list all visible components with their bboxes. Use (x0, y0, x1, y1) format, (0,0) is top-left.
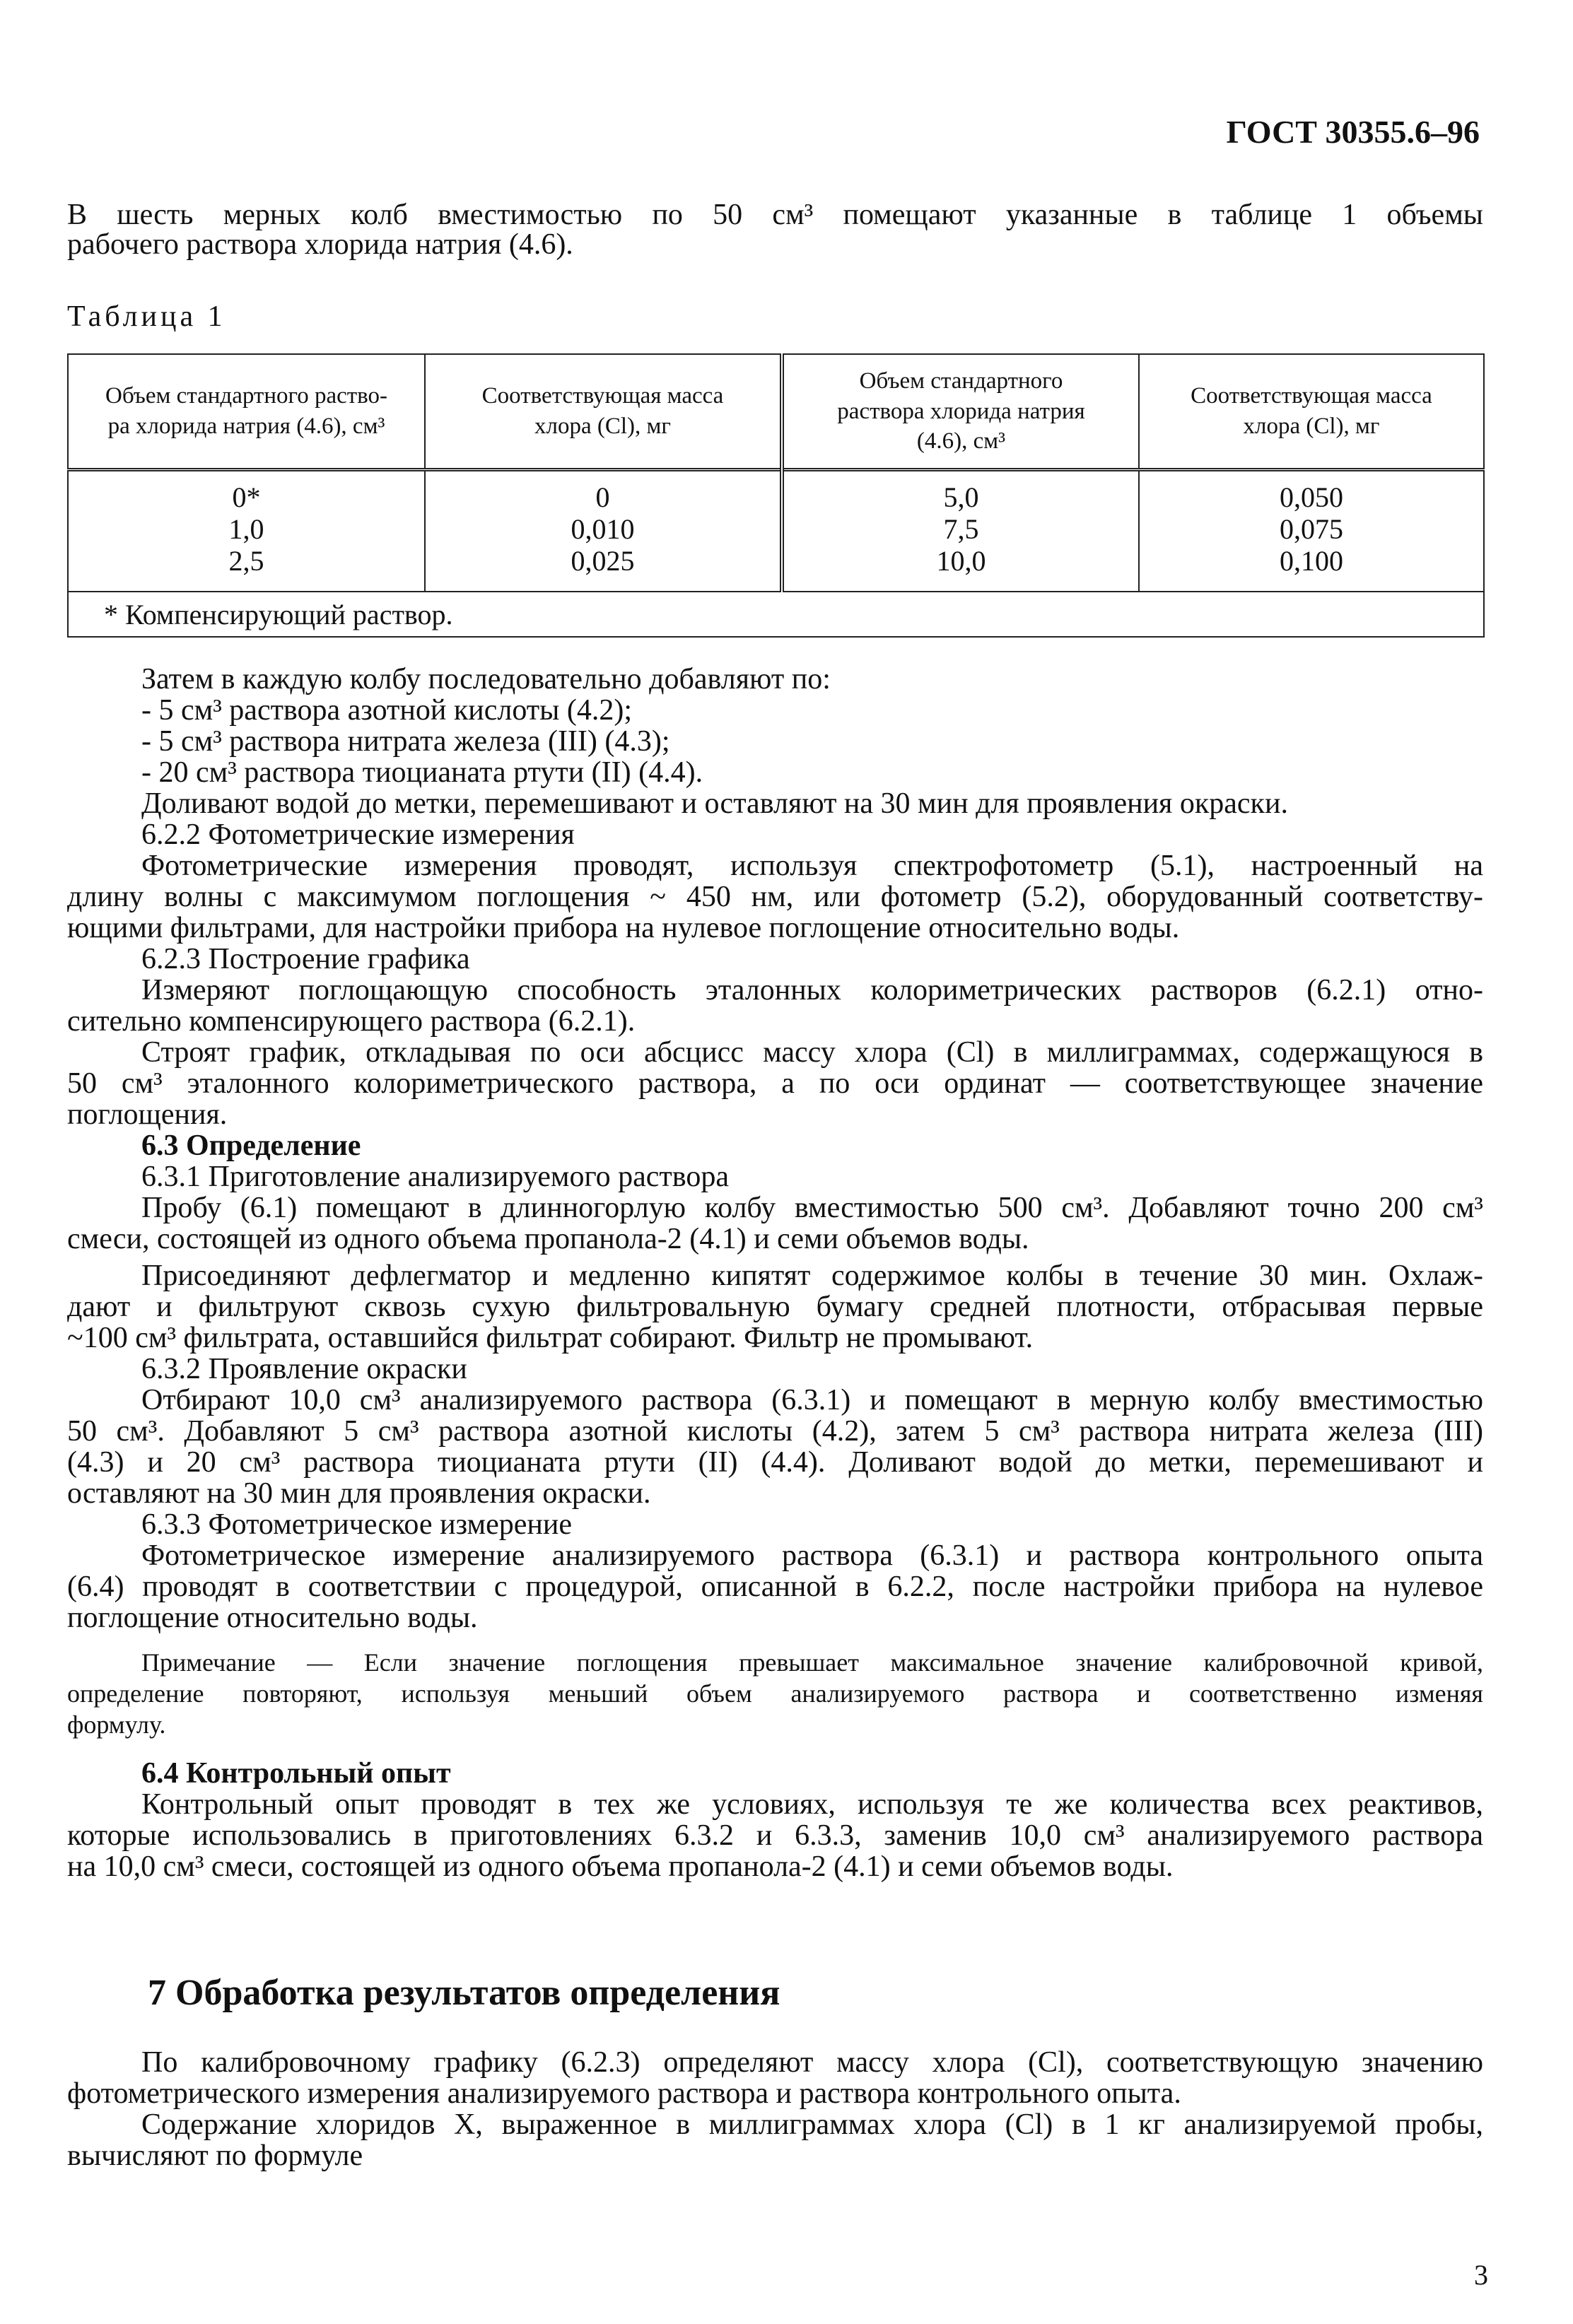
text-line: Содержание хлоридов X, выраженное в миллиграммах хлора (Cl) в 1 кг анализируемой пробы, (141, 2108, 1483, 2141)
note-line: определение повторяют, используя меньший объем анализируемого раствора и соответственно изменяя (67, 1679, 1483, 1708)
text-line: на 10,0 см³ смеси, состоящей из одного объема пропанола-2 (4.1) и семи объемов воды. (67, 1850, 1174, 1883)
intro-line: В шесть мерных колб вместимостью по 50 см³ помещают указанные в таблице 1 объемы (67, 199, 1483, 231)
text-line: которые использовались в приготовлениях 6.3.2 и 6.3.3, заменив 10,0 см³ анализируемого раствора (67, 1819, 1483, 1852)
text-line: ющими фильтрами, для настройки прибора на нулевое поглощение относительно воды. (67, 912, 1180, 944)
table-header-cell: Объем стандартного раство- ра хлорида натрия (4.6), см³ (68, 354, 425, 470)
table-footnote-row (68, 592, 1484, 637)
table-data-row (68, 470, 1484, 592)
page-number: 3 (1474, 2259, 1488, 2291)
table-cell: 0,050 0,075 0,100 (1139, 470, 1484, 592)
document-id: ГОСТ 30355.6–96 (1226, 114, 1480, 150)
subsection-heading: 6.2.2 Фотометрические измерения (141, 818, 575, 851)
text-line: (6.4) проводят в соответствии с процедурой, описанной в 6.2.2, после настройки прибора на нулевое (67, 1571, 1483, 1603)
text-line: Пробу (6.1) помещают в длинногорлую колбу вместимостью 500 см³. Добавляют точно 200 см³ (141, 1192, 1483, 1224)
text-line: 50 см³. Добавляют 5 см³ раствора азотной кислоты (4.2), затем 5 см³ раствора нитрата железа (III) (67, 1415, 1483, 1448)
table-cell: 0 0,010 0,025 (425, 470, 782, 592)
intro-line: рабочего раствора хлорида натрия (4.6). (67, 228, 573, 261)
text-line: длину волны с максимумом поглощения ~ 450 нм, или фотометр (5.2), оборудованный соответству- (67, 881, 1483, 913)
text-line: - 20 см³ раствора тиоцианата ртути (II) (4.4). (141, 756, 703, 789)
text-line: - 5 см³ раствора азотной кислоты (4.2); (141, 694, 633, 727)
text-line: Контрольный опыт проводят в тех же условиях, используя те же количества всех реактивов, (141, 1788, 1483, 1821)
text-line: Присоединяют дефлегматор и медленно кипятят содержимое колбы в течение 30 мин. Охлаж- (141, 1260, 1483, 1292)
text-line: фотометрического измерения анализируемого раствора и раствора контрольного опыта. (67, 2077, 1181, 2110)
subsection-heading: 6.3.3 Фотометрическое измерение (141, 1508, 572, 1541)
text-line: Фотометрические измерения проводят, используя спектрофотометр (5.1), настроенный на (141, 850, 1483, 882)
text-line: ~100 см³ фильтрата, оставшийся фильтрат собирают. Фильтр не промывают. (67, 1322, 1034, 1354)
text-line: поглощения. (67, 1098, 228, 1131)
text-line: (4.3) и 20 см³ раствора тиоцианата ртути (II) (4.4). Доливают водой до метки, перемешивают и (67, 1446, 1483, 1479)
text-line: поглощение относительно воды. (67, 1602, 478, 1634)
table-1 (67, 353, 1485, 638)
text-line: вычисляют по формуле (67, 2140, 363, 2172)
text-line: Измеряют поглощающую способность эталонных колориметрических растворов (6.2.1) отно- (141, 974, 1483, 1007)
text-line: дают и фильтруют сквозь сухую фильтровальную бумагу средней плотности, отбрасывая первые (67, 1291, 1483, 1323)
table-caption: Таблица 1 (67, 300, 226, 333)
text-line: Фотометрическое измерение анализируемого раствора (6.3.1) и раствора контрольного опыта (141, 1539, 1483, 1572)
text-line: Доливают водой до метки, перемешивают и оставляют на 30 мин для проявления окраски. (141, 787, 1288, 820)
text-line: 50 см³ эталонного колориметрического раствора, а по оси ординат — соответствующее значение (67, 1067, 1483, 1100)
table-header-cell: Соответствующая масса хлора (Cl), мг (1139, 354, 1484, 470)
table-footnote: * Компенсирующий раствор. (68, 592, 1484, 637)
section-heading: 6.3 Определение (141, 1129, 361, 1162)
subsection-heading: 6.2.3 Построение графика (141, 943, 470, 975)
text-line: По калибровочному графику (6.2.3) определяют массу хлора (Cl), соответствующую значению (141, 2046, 1483, 2079)
text-line: оставляют на 30 мин для проявления окраски. (67, 1477, 651, 1510)
section-7-title: 7 Обработка результатов определения (148, 1973, 780, 2013)
text-line: сительно компенсирующего раствора (6.2.1). (67, 1005, 636, 1038)
table-header-cell: Объем стандартного раствора хлорида натрия (4.6), см³ (782, 354, 1139, 470)
text-line: смеси, состоящей из одного объема пропанола-2 (4.1) и семи объемов воды. (67, 1223, 1029, 1255)
text-line: Отбирают 10,0 см³ анализируемого раствора (6.3.1) и помещают в мерную колбу вместимостью (141, 1384, 1483, 1416)
note-line: формулу. (67, 1710, 166, 1739)
table-cell: 0* 1,0 2,5 (68, 470, 425, 592)
section-heading: 6.4 Контрольный опыт (141, 1757, 451, 1790)
subsection-heading: 6.3.1 Приготовление анализируемого раствора (141, 1161, 729, 1193)
text-line: - 5 см³ раствора нитрата железа (III) (4.3); (141, 725, 670, 758)
table-header-cell: Соответствующая масса хлора (Cl), мг (425, 354, 782, 470)
table-header-row (68, 354, 1484, 470)
text-line: Затем в каждую колбу последовательно добавляют по: (141, 663, 831, 696)
table-cell: 5,0 7,5 10,0 (782, 470, 1139, 592)
text-line: Строят график, откладывая по оси абсцисс массу хлора (Cl) в миллиграммах, содержащуюся в (141, 1036, 1483, 1069)
note-line: Примечание — Если значение поглощения превышает максимальное значение калибровочной кривой, (141, 1648, 1483, 1677)
subsection-heading: 6.3.2 Проявление окраски (141, 1353, 467, 1385)
